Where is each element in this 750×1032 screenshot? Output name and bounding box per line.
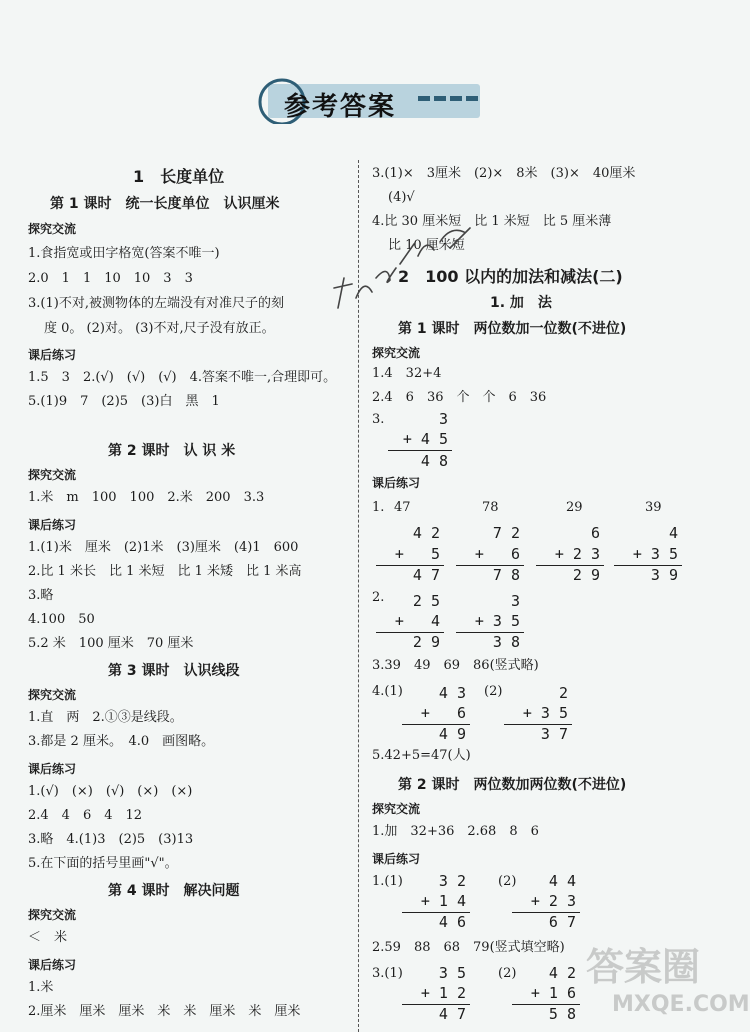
answer-line: 5.在下面的括号里画"√"。 xyxy=(28,856,178,871)
sum-result: 4 8 xyxy=(420,452,448,470)
answer-line: 1.食指宽或田字格宽(答案不唯一) xyxy=(28,246,220,261)
answer-line: 3.(1)不对,被测物体的左端没有对准尺子的刻 xyxy=(28,296,284,311)
answer-line: 2.4 4 6 4 12 xyxy=(28,808,143,823)
addend-top: 7 2 xyxy=(492,524,520,542)
handwriting-scribble xyxy=(330,208,480,318)
section-label: 探究交流 xyxy=(372,346,421,360)
sum-result: 7 8 xyxy=(492,566,520,584)
answer-line: 2.59 88 68 79(竖式填空略) xyxy=(372,940,565,955)
addend-bottom: + 3 5 xyxy=(474,612,520,630)
answer-line: 3.都是 2 厘米。 4.0 画图略。 xyxy=(28,734,215,749)
addend-top: 4 2 xyxy=(548,964,576,982)
sum-result: 3 8 xyxy=(492,633,520,651)
answer-line: 1.(√) (×) (√) (×) (×) xyxy=(28,784,193,799)
addend-top: 3 2 xyxy=(438,872,466,890)
sum-result: 2 9 xyxy=(412,633,440,651)
answer-line: ＜ 米 xyxy=(28,930,68,945)
lesson-title: 第 2 课时 认 识 米 xyxy=(108,443,236,459)
addend-bottom: + 1 2 xyxy=(420,984,466,1002)
chapter-title: 2 100 以内的加法和减法(二) xyxy=(398,267,623,286)
watermark-url: MXQE.COM xyxy=(612,992,750,1017)
answer-line: 度 0。 (2)对。 (3)不对,尺子没有放正。 xyxy=(44,321,275,336)
sum-result: 3 9 xyxy=(650,566,678,584)
answer-line: (2) xyxy=(484,684,503,699)
addend-top: 3 xyxy=(438,410,448,428)
addend-bottom: + 3 5 xyxy=(522,704,568,722)
chapter-title: 1 长度单位 xyxy=(133,167,225,186)
section-label: 探究交流 xyxy=(28,688,77,702)
addend-bottom: + 2 3 xyxy=(554,545,600,563)
answer-line: 2.0 1 1 10 10 3 3 xyxy=(28,271,193,286)
addend-top: 4 xyxy=(668,524,678,542)
answer-line: 3.(1) xyxy=(372,966,403,981)
answer-line: 3.(1)× 3厘米 (2)× 8米 (3)× 40厘米 xyxy=(372,166,636,181)
answer-line: 29 xyxy=(566,500,583,515)
answer-line: 1. xyxy=(372,500,385,515)
answer-line: 比 10 厘米短 xyxy=(388,238,465,253)
subsection-title: 1. 加 法 xyxy=(490,295,552,311)
addend-bottom: + 4 5 xyxy=(402,430,448,448)
answer-line: 4.(1) xyxy=(372,684,403,699)
addend-top: 4 2 xyxy=(412,524,440,542)
addend-bottom: + 1 6 xyxy=(530,984,576,1002)
addend-top: 4 4 xyxy=(548,872,576,890)
lesson-title: 第 3 课时 认识线段 xyxy=(108,663,240,679)
section-label: 探究交流 xyxy=(28,468,77,482)
answer-line: 5.2 米 100 厘米 70 厘米 xyxy=(28,636,194,651)
addend-bottom: + 5 xyxy=(394,545,440,563)
answer-line: 1.5 3 2.(√) (√) (√) 4.答案不唯一,合理即可。 xyxy=(28,370,337,385)
lesson-title: 第 4 课时 解决问题 xyxy=(108,883,240,899)
addend-top: 3 5 xyxy=(438,964,466,982)
sum-result: 6 7 xyxy=(548,913,576,931)
addend-bottom: + 1 4 xyxy=(420,892,466,910)
section-label: 探究交流 xyxy=(372,802,421,816)
addend-bottom: + 3 5 xyxy=(632,545,678,563)
page-title: 参考答案 xyxy=(284,92,397,122)
answer-line: 5.(1)9 7 (2)5 (3)白 黑 1 xyxy=(28,394,220,409)
answer-line: 1.加 32+36 2.68 8 6 xyxy=(372,824,539,839)
answer-line: 3. xyxy=(372,412,385,427)
addend-bottom: + 6 xyxy=(420,704,466,722)
answer-line: 4.100 50 xyxy=(28,612,95,627)
answer-line: 3.略 4.(1)3 (2)5 (3)13 xyxy=(28,832,194,847)
answer-line: 5.42+5=47(人) xyxy=(372,748,471,763)
section-label: 课后练习 xyxy=(28,348,77,362)
answer-line: 1.米 xyxy=(28,980,54,995)
answer-line: 2.比 1 米长 比 1 米短 比 1 米矮 比 1 米高 xyxy=(28,564,302,579)
sum-line xyxy=(388,450,452,451)
lesson-title: 第 2 课时 两位数加两位数(不进位) xyxy=(398,777,627,793)
section-label: 课后练习 xyxy=(28,762,77,776)
answer-line: 1.4 32+4 xyxy=(372,366,442,381)
sum-result: 3 7 xyxy=(540,725,568,743)
sum-result: 4 6 xyxy=(438,913,466,931)
addend-bottom: + 6 xyxy=(474,545,520,563)
answer-line: 1.米 m 100 100 2.米 200 3.3 xyxy=(28,490,265,505)
answer-line: 2.厘米 厘米 厘米 米 米 厘米 米 厘米 xyxy=(28,1004,301,1019)
answer-line: 3.略 xyxy=(28,588,54,603)
addend-top: 2 xyxy=(558,684,568,702)
watermark-text: 答案圈 xyxy=(586,945,701,989)
sum-result: 4 7 xyxy=(412,566,440,584)
answer-line: 39 xyxy=(645,500,662,515)
section-label: 课后练习 xyxy=(28,518,77,532)
answer-line: 1.(1) xyxy=(372,874,403,889)
watermark-logo xyxy=(582,936,750,1028)
answer-line: 1.直 两 2.①③是线段。 xyxy=(28,710,183,725)
addend-top: 6 xyxy=(590,524,600,542)
sum-result: 4 7 xyxy=(438,1005,466,1023)
addend-top: 3 xyxy=(510,592,520,610)
answer-line: (4)√ xyxy=(388,190,415,205)
sum-result: 5 8 xyxy=(548,1005,576,1023)
answer-line: 1.(1)米 厘米 (2)1米 (3)厘米 (4)1 600 xyxy=(28,540,299,555)
lesson-title: 第 1 课时 统一长度单位 认识厘米 xyxy=(50,196,280,212)
section-label: 课后练习 xyxy=(372,476,421,490)
answer-line: 2.4 6 36 个 个 6 36 xyxy=(372,390,547,405)
section-label: 探究交流 xyxy=(28,222,77,236)
addend-bottom: + 2 3 xyxy=(530,892,576,910)
answer-line: 4.比 30 厘米短 比 1 米短 比 5 厘米薄 xyxy=(372,214,612,229)
sum-result: 4 9 xyxy=(438,725,466,743)
section-label: 探究交流 xyxy=(28,908,77,922)
addend-bottom: + 4 xyxy=(394,612,440,630)
answer-line: 47 xyxy=(394,500,411,515)
section-label: 课后练习 xyxy=(372,852,421,866)
answer-line: 3.39 49 69 86(竖式略) xyxy=(372,658,539,673)
section-label: 课后练习 xyxy=(28,958,77,972)
addend-top: 4 3 xyxy=(438,684,466,702)
answer-line: (2) xyxy=(498,966,517,981)
sum-result: 2 9 xyxy=(572,566,600,584)
answer-line: 78 xyxy=(482,500,499,515)
addend-top: 2 5 xyxy=(412,592,440,610)
lesson-title: 第 1 课时 两位数加一位数(不进位) xyxy=(398,321,627,337)
answer-line: (2) xyxy=(498,874,517,889)
answer-line: 2. xyxy=(372,590,385,605)
